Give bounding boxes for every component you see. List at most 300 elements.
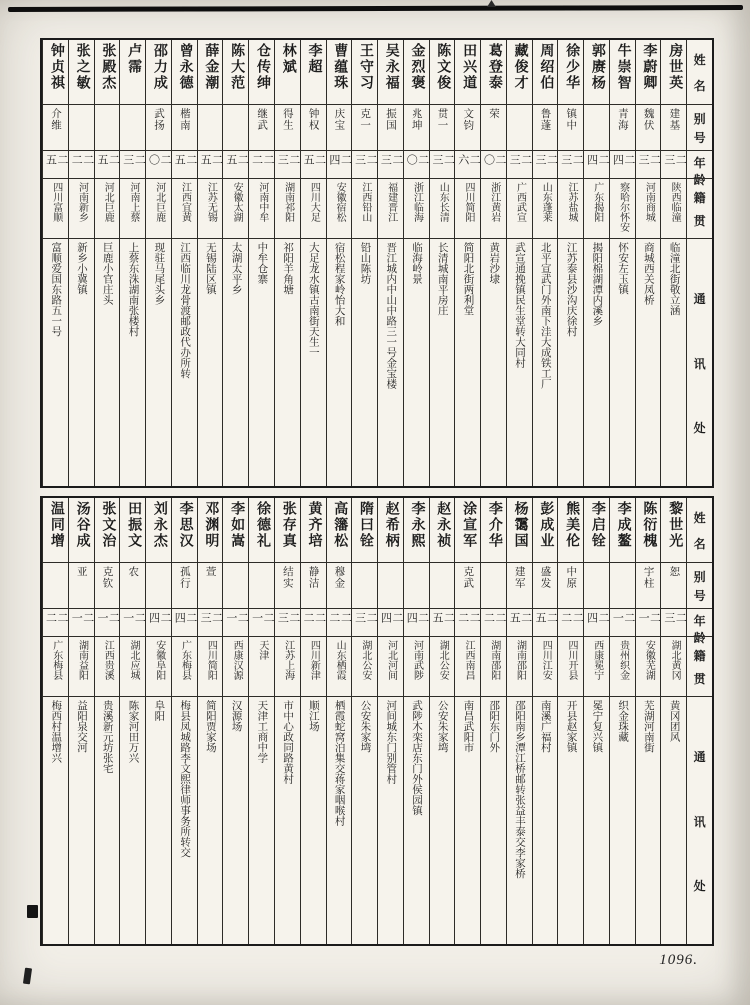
entry-age xyxy=(378,150,403,178)
header-name-label: 姓 名 xyxy=(693,53,706,93)
entry-name xyxy=(610,40,635,104)
entry-origin-text: 安徽宿松 xyxy=(334,182,346,222)
entry-name xyxy=(481,40,506,104)
entry-name-text: 钟贞祺 xyxy=(48,43,64,91)
entry-column xyxy=(222,40,248,486)
entry-name xyxy=(455,498,480,562)
entry-address-text: 富顺爱国东路五一号 xyxy=(50,242,62,337)
entry-address xyxy=(558,696,583,944)
entry-column xyxy=(42,498,68,944)
entry-alias xyxy=(172,562,197,608)
entry-origin-text: 江西贵溪 xyxy=(102,640,114,680)
entry-age xyxy=(43,150,68,178)
entry-address-text: 市中心政同路黄村 xyxy=(282,700,294,784)
entry-alias xyxy=(43,562,68,608)
entry-origin xyxy=(507,636,532,696)
entry-age xyxy=(69,608,94,636)
entry-alias-text: 振国 xyxy=(384,108,396,131)
entry-address xyxy=(378,238,403,486)
entry-age xyxy=(507,608,532,636)
entry-column xyxy=(532,498,558,944)
entry-name-text: 刘永杰 xyxy=(151,501,167,549)
entry-name-text: 曹蕴珠 xyxy=(332,43,348,91)
header-address-label: 通 讯 处 xyxy=(687,696,712,944)
entry-address-text: 怀安左玉镇 xyxy=(617,242,629,295)
entry-age xyxy=(455,150,480,178)
entry-origin xyxy=(481,636,506,696)
entry-alias xyxy=(352,104,377,150)
entry-origin-text: 察哈尔怀安 xyxy=(617,182,629,232)
entry-column xyxy=(635,40,661,486)
entry-alias xyxy=(430,562,455,608)
entry-alias-text: 盛发 xyxy=(539,566,551,589)
entry-column xyxy=(480,498,506,944)
entry-name-text: 葛登泰 xyxy=(486,43,502,91)
entry-alias-text: 克钦 xyxy=(101,566,113,589)
entry-age xyxy=(198,150,223,178)
entry-address xyxy=(249,696,274,944)
entry-address xyxy=(43,238,68,486)
entry-alias xyxy=(533,104,558,150)
entry-age-text: 二一 xyxy=(611,612,635,624)
entry-origin-text: 贵州织金 xyxy=(617,640,629,680)
entry-origin-text: 四川开县 xyxy=(566,640,578,680)
entry-name xyxy=(327,498,352,562)
entry-column xyxy=(480,40,506,486)
entry-name xyxy=(584,40,609,104)
entry-age-text: 二三 xyxy=(430,154,455,166)
header-column xyxy=(686,40,712,486)
entry-alias xyxy=(275,104,300,150)
entry-age xyxy=(69,150,94,178)
entry-name xyxy=(455,40,480,104)
entry-alias xyxy=(455,562,480,608)
entry-alias xyxy=(507,562,532,608)
entry-name xyxy=(198,498,223,562)
entry-origin xyxy=(69,636,94,696)
entry-name xyxy=(120,498,145,562)
entry-alias-text: 文钧 xyxy=(462,108,474,131)
entry-address xyxy=(507,696,532,944)
entry-age-text: 二〇 xyxy=(147,154,172,166)
entry-column xyxy=(660,498,686,944)
entry-address xyxy=(455,696,480,944)
entry-address-text: 梅西村温增兴 xyxy=(50,700,62,763)
entry-name-text: 藏俊才 xyxy=(512,43,528,91)
entry-name-text: 李介华 xyxy=(486,501,502,549)
entry-alias xyxy=(404,562,429,608)
entry-alias xyxy=(507,104,532,150)
entry-address xyxy=(352,238,377,486)
entry-column xyxy=(377,498,403,944)
entry-age xyxy=(43,608,68,636)
entry-origin-text: 江苏上海 xyxy=(282,640,294,680)
entry-origin xyxy=(275,178,300,238)
entry-column xyxy=(68,40,94,486)
entry-alias xyxy=(301,562,326,608)
entry-name-text: 郭赓杨 xyxy=(589,43,605,91)
entry-address xyxy=(172,238,197,486)
entry-address-text: 河间城东门别管村 xyxy=(385,700,397,784)
entry-address xyxy=(146,696,171,944)
entry-age xyxy=(249,150,274,178)
entry-column xyxy=(660,40,686,486)
entry-age-text: 二四 xyxy=(611,154,635,166)
entry-name-text: 李如嵩 xyxy=(229,501,245,549)
entry-origin xyxy=(558,636,583,696)
entry-age-text: 二三 xyxy=(353,612,378,624)
entry-age-text: 二二 xyxy=(482,612,507,624)
entry-column xyxy=(506,498,532,944)
entry-address-text: 铅山陈坊 xyxy=(359,242,371,284)
entry-column xyxy=(609,40,635,486)
entry-alias xyxy=(172,104,197,150)
entry-origin-text: 湖北公安 xyxy=(359,640,371,680)
entry-age-text: 二三 xyxy=(508,154,532,166)
entry-origin-text: 江西铅山 xyxy=(359,182,371,222)
entry-alias-text: 楷南 xyxy=(178,108,190,131)
entry-name xyxy=(661,498,686,562)
entry-alias-text: 萱 xyxy=(204,566,216,578)
entry-name xyxy=(636,40,661,104)
entry-name-text: 邓渊明 xyxy=(203,501,219,549)
entry-name-text: 陈大范 xyxy=(229,43,245,91)
entry-age-text: 二四 xyxy=(585,612,610,624)
entry-alias-text: 继武 xyxy=(256,108,268,131)
entry-address-text: 阜阳 xyxy=(153,700,165,721)
entry-name-text: 黎世光 xyxy=(667,501,683,549)
entry-origin xyxy=(533,636,558,696)
entry-alias-text: 穆金 xyxy=(333,566,345,589)
entry-address-text: 贵溪新元坊张宅 xyxy=(101,700,113,774)
entry-name xyxy=(430,498,455,562)
entry-alias xyxy=(301,104,326,150)
entry-name xyxy=(172,498,197,562)
entry-column xyxy=(351,40,377,486)
entry-address-text: 临海岭景 xyxy=(410,242,422,284)
entry-age-text: 二五 xyxy=(508,612,532,624)
entry-column xyxy=(557,498,583,944)
entry-origin xyxy=(507,178,532,238)
entry-age-text: 二四 xyxy=(173,612,197,624)
header-origin-label: 籍 贯 xyxy=(687,636,712,696)
entry-age-text: 二三 xyxy=(379,154,403,166)
entry-name xyxy=(69,40,94,104)
entry-origin xyxy=(301,178,326,238)
entry-origin xyxy=(223,178,248,238)
entry-age-text: 二三 xyxy=(199,612,223,624)
entry-origin xyxy=(327,178,352,238)
entry-name xyxy=(172,40,197,104)
entry-address xyxy=(249,238,274,486)
entry-name xyxy=(275,40,300,104)
header-name-label: 姓 名 xyxy=(693,511,706,551)
entry-age-text: 二三 xyxy=(276,612,300,624)
entry-origin xyxy=(198,636,223,696)
entry-origin xyxy=(610,636,635,696)
header-address-label: 通 讯 处 xyxy=(687,238,712,486)
entry-address xyxy=(404,238,429,486)
entry-origin-text: 西康汉源 xyxy=(231,640,243,680)
entry-column xyxy=(635,498,661,944)
entry-age xyxy=(120,150,145,178)
entry-origin-text: 河北巨鹿 xyxy=(153,182,165,222)
entry-origin-text: 湖南邵阳 xyxy=(488,640,500,680)
entry-origin xyxy=(69,178,94,238)
entry-address xyxy=(610,238,635,486)
entry-name xyxy=(249,498,274,562)
entry-origin-text: 安徽太湖 xyxy=(231,182,243,222)
entry-address-text: 公安朱家塆 xyxy=(436,700,448,753)
entry-alias xyxy=(610,104,635,150)
entry-column xyxy=(222,498,248,944)
entry-address xyxy=(404,696,429,944)
entry-age-text: 二三 xyxy=(276,154,300,166)
header-alias-label: 别 号 xyxy=(687,562,712,608)
entry-name xyxy=(430,40,455,104)
entry-address xyxy=(198,696,223,944)
entry-name-text: 李永熙 xyxy=(409,501,425,549)
entry-origin xyxy=(43,636,68,696)
entry-address xyxy=(172,696,197,944)
entry-column xyxy=(274,498,300,944)
entry-alias-text: 静洁 xyxy=(307,566,319,589)
entry-name-text: 熊美伦 xyxy=(564,501,580,549)
entry-origin xyxy=(378,636,403,696)
entry-column xyxy=(403,498,429,944)
entry-name-text: 周绍伯 xyxy=(538,43,554,91)
entry-origin-text: 湖北公安 xyxy=(437,640,449,680)
entry-origin-text: 江西南昌 xyxy=(462,640,474,680)
entry-origin-text: 西康冕宁 xyxy=(591,640,603,680)
entry-column xyxy=(326,498,352,944)
entry-address xyxy=(327,696,352,944)
entry-origin-text: 四川新津 xyxy=(308,640,320,680)
entry-age xyxy=(327,608,352,636)
entry-address xyxy=(661,238,686,486)
entry-origin xyxy=(43,178,68,238)
entry-address-text: 现驻马尾头乡 xyxy=(153,242,165,305)
entry-alias-text: 孤行 xyxy=(178,566,190,589)
entry-origin xyxy=(430,178,455,238)
entry-age xyxy=(172,150,197,178)
entry-address-text: 栖霞蛇窝泊集交蒋家咽喉村 xyxy=(333,700,345,826)
entry-origin-text: 陕西临潼 xyxy=(669,182,681,222)
entry-origin xyxy=(198,178,223,238)
entry-origin xyxy=(455,636,480,696)
entry-alias xyxy=(481,104,506,150)
entry-alias-text: 鲁蓬 xyxy=(539,108,551,131)
entry-origin xyxy=(430,636,455,696)
entry-name-text: 曾永德 xyxy=(177,43,193,91)
entry-address xyxy=(301,238,326,486)
entry-name-text: 赵永祯 xyxy=(435,501,451,549)
entry-origin-text: 湖南祁阳 xyxy=(282,182,294,222)
entry-origin-text: 河南商城 xyxy=(643,182,655,222)
entry-address xyxy=(198,238,223,486)
entry-alias xyxy=(558,562,583,608)
entry-address-text: 江西临川龙骨渡邮政代办所转 xyxy=(179,242,191,379)
entry-origin xyxy=(404,178,429,238)
entry-alias xyxy=(198,104,223,150)
entry-address xyxy=(69,696,94,944)
entry-address xyxy=(95,238,120,486)
entry-age-text: 二五 xyxy=(173,154,197,166)
entry-age xyxy=(275,150,300,178)
entry-alias-text: 荣 xyxy=(488,108,499,120)
entry-name-text: 杨霭国 xyxy=(512,501,528,549)
entry-origin-text: 河南上蔡 xyxy=(128,182,140,222)
entry-origin-text: 湖北应城 xyxy=(128,640,140,680)
entry-age xyxy=(249,608,274,636)
entry-address-text: 武陟木栾店东门外侯园镇 xyxy=(410,700,422,816)
entry-origin xyxy=(249,636,274,696)
entry-name-text: 吴永福 xyxy=(383,43,399,91)
page-number: 1096. xyxy=(659,952,698,968)
entry-age-text: 二五 xyxy=(199,154,223,166)
entry-origin xyxy=(275,636,300,696)
entry-origin-text: 山东长清 xyxy=(437,182,449,222)
entry-origin xyxy=(120,178,145,238)
entry-age xyxy=(223,150,248,178)
entry-age-text: 二一 xyxy=(224,612,249,624)
entry-column xyxy=(94,498,120,944)
entry-name-text: 高籓松 xyxy=(332,501,348,549)
entry-origin-text: 山东栖霞 xyxy=(334,640,346,680)
entry-alias xyxy=(661,104,686,150)
entry-origin xyxy=(172,636,197,696)
entry-age xyxy=(430,150,455,178)
entry-origin xyxy=(558,178,583,238)
scan-caret-mark xyxy=(487,0,496,7)
entry-age xyxy=(352,608,377,636)
entry-alias-text: 恕 xyxy=(668,566,680,578)
entry-origin-text: 广西武宣 xyxy=(514,182,526,222)
entry-name-text: 邵力成 xyxy=(151,43,167,91)
entry-name xyxy=(558,498,583,562)
entry-column xyxy=(557,40,583,486)
entry-address-text: 黄岩沙埭 xyxy=(488,242,500,284)
entry-origin-text: 河北河间 xyxy=(385,640,397,680)
entry-origin xyxy=(95,636,120,696)
entry-origin xyxy=(404,636,429,696)
entry-alias-text: 克武 xyxy=(462,566,474,589)
entry-age-text: 二四 xyxy=(585,154,610,166)
entry-name-text: 徐德礼 xyxy=(254,501,270,549)
entry-address-text: 祁阳羊角塘 xyxy=(282,242,294,295)
entry-address-text: 邵阳南乡潭江桥邮转张益丰泰交李家桥 xyxy=(514,700,526,879)
entry-address-text: 简阳北街两利堂 xyxy=(462,242,474,316)
entry-age-text: 二四 xyxy=(379,612,403,624)
entry-age-text: 二二 xyxy=(302,612,326,624)
entry-age xyxy=(223,608,248,636)
entry-age xyxy=(636,608,661,636)
entry-origin-text: 广东梅县 xyxy=(50,640,62,680)
entry-name-text: 涂宣军 xyxy=(461,501,477,549)
entry-origin-text: 河南中牟 xyxy=(256,182,268,222)
entry-origin xyxy=(661,636,686,696)
entry-name xyxy=(378,498,403,562)
entry-name xyxy=(301,40,326,104)
entry-column xyxy=(119,40,145,486)
entry-name-text: 田振文 xyxy=(126,501,142,549)
entry-alias xyxy=(327,562,352,608)
entry-column xyxy=(351,498,377,944)
entry-name-text: 张存真 xyxy=(280,501,296,549)
entry-origin-text: 安徽芜湖 xyxy=(643,640,655,680)
entry-age xyxy=(95,150,120,178)
entry-alias-text: 贯一 xyxy=(436,108,448,131)
entry-alias-text: 武扬 xyxy=(153,108,165,131)
entry-age xyxy=(352,150,377,178)
entry-origin xyxy=(172,178,197,238)
entry-address xyxy=(636,238,661,486)
entry-alias-text: 亚 xyxy=(75,566,87,578)
entry-origin xyxy=(352,178,377,238)
entry-age-text: 二五 xyxy=(96,154,120,166)
entry-name xyxy=(69,498,94,562)
entry-address-text: 武宣通挽镇民生堂转大同村 xyxy=(514,242,526,368)
entry-address-text: 晋江城内中山中路三一号金宝楼 xyxy=(385,242,397,389)
entry-column xyxy=(94,40,120,486)
entry-alias xyxy=(69,562,94,608)
entry-origin-text: 天津 xyxy=(256,640,268,660)
directory-table-bottom xyxy=(40,496,714,946)
entry-age xyxy=(661,608,686,636)
entry-address xyxy=(455,238,480,486)
entry-age-text: 二三 xyxy=(637,154,661,166)
entry-origin-text: 安徽阜阳 xyxy=(153,640,165,680)
entry-address xyxy=(610,696,635,944)
entry-name-text: 李启铨 xyxy=(589,501,605,549)
entry-age xyxy=(146,608,171,636)
entry-address-text: 南昌武阳市 xyxy=(462,700,474,753)
entry-alias xyxy=(636,562,661,608)
entry-alias xyxy=(223,104,248,150)
entry-alias-text: 镇中 xyxy=(565,108,577,131)
entry-age xyxy=(584,608,609,636)
entry-name xyxy=(584,498,609,562)
entry-name-text: 李思汉 xyxy=(177,501,193,549)
entry-name-text: 隋曰铨 xyxy=(358,501,373,549)
entry-address-text: 冕宁复兴镇 xyxy=(591,700,603,753)
entry-column xyxy=(454,40,480,486)
entry-address xyxy=(120,696,145,944)
entry-address-text: 宿松程家岭怡大和 xyxy=(333,242,345,326)
entry-origin xyxy=(352,636,377,696)
entry-address xyxy=(275,238,300,486)
entry-origin-text: 江西宜黄 xyxy=(179,182,191,222)
entry-name-text: 薛金潮 xyxy=(203,43,219,91)
entry-name xyxy=(275,498,300,562)
entry-name xyxy=(223,498,248,562)
entry-address-text: 开县赵家镇 xyxy=(565,700,577,753)
entry-origin xyxy=(146,178,171,238)
entry-age xyxy=(275,608,300,636)
entry-name-text: 牛崇智 xyxy=(615,43,631,91)
entry-address xyxy=(636,696,661,944)
entry-alias xyxy=(533,562,558,608)
entry-column xyxy=(532,40,558,486)
entry-name-text: 房世英 xyxy=(667,43,683,91)
entry-address xyxy=(378,696,403,944)
entry-address-text: 巨鹿小官庄头 xyxy=(101,242,113,305)
entry-name-text: 仓传绅 xyxy=(254,43,270,91)
entry-column xyxy=(609,498,635,944)
entry-origin xyxy=(584,178,609,238)
entry-origin xyxy=(584,636,609,696)
entry-origin-text: 河北巨鹿 xyxy=(102,182,114,222)
